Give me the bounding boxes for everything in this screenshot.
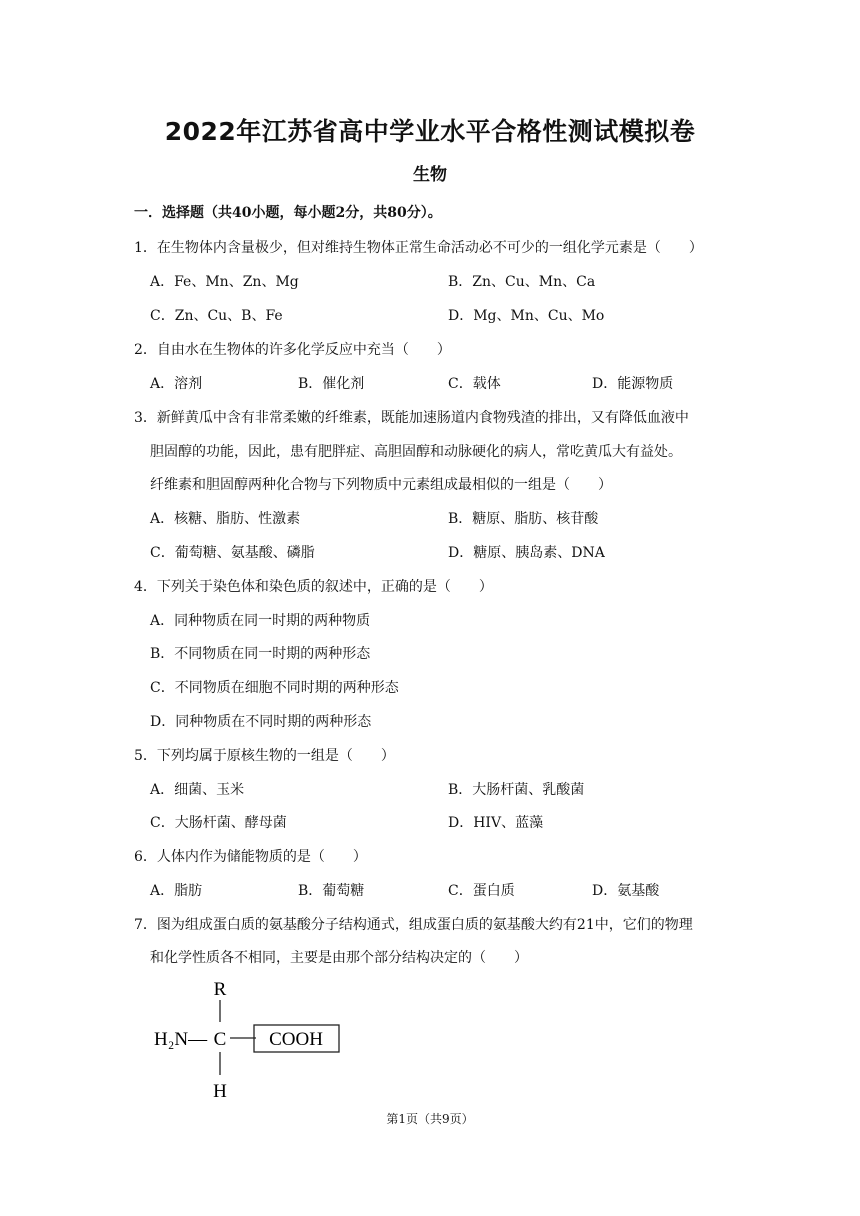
question-3-option-d: D．糖原、胰岛素、DNA: [448, 545, 605, 561]
question-4-option-b: B．不同物质在同一时期的两种形态: [150, 646, 371, 662]
question-2-option-d: D．能源物质: [592, 376, 674, 392]
question-1-option-b: B．Zn、Cu、Mn、Ca: [448, 274, 596, 290]
question-5-stem: 5．下列均属于原核生物的一组是（ ）: [134, 748, 395, 764]
question-4-stem: 4．下列关于染色体和染色质的叙述中，正确的是（ ）: [134, 579, 493, 595]
question-3-option-b: B．糖原、脂肪、核苷酸: [448, 511, 599, 527]
hydrogen-label: H: [213, 1081, 227, 1102]
amino-group-label: H₂N—: [154, 1029, 208, 1050]
question-6-option-b: B．葡萄糖: [298, 883, 365, 899]
question-3-stem-line-1: 3．新鲜黄瓜中含有非常柔嫩的纤维素，既能加速肠道内食物残渣的排出，又有降低血液中: [134, 410, 689, 426]
subject-title: 生物: [413, 165, 447, 185]
question-2-option-b: B．催化剂: [298, 376, 365, 392]
question-6-option-d: D．氨基酸: [592, 883, 660, 899]
question-3-stem-line-2: 胆固醇的功能，因此，患有肥胖症、高胆固醇和动脉硬化的病人，常吃黄瓜大有益处。: [150, 444, 682, 460]
question-2-stem: 2．自由水在生物体的许多化学反应中充当（ ）: [134, 342, 451, 358]
question-5-option-c: C．大肠杆菌、酵母菌: [150, 815, 287, 831]
exam-title: 2022年江苏省高中学业水平合格性测试模拟卷: [164, 117, 696, 146]
question-1-option-a: A．Fe、Mn、Zn、Mg: [150, 274, 299, 290]
question-1-stem: 1．在生物体内含量极少，但对维持生物体正常生命活动必不可少的一组化学元素是（ ）: [134, 240, 703, 256]
r-group-label: R: [213, 979, 227, 1000]
question-2-option-a: A．溶剂: [150, 376, 203, 392]
question-7-stem-line-1: 7．图为组成蛋白质的氨基酸分子结构通式，组成蛋白质的氨基酸大约有21中，它们的物理: [134, 917, 693, 933]
question-4-option-d: D．同种物质在不同时期的两种形态: [150, 714, 372, 730]
page-footer: 第1页（共9页）: [386, 1112, 474, 1126]
question-1-option-c: C．Zn、Cu、B、Fe: [150, 308, 283, 324]
question-7-stem-line-2: 和化学性质各不相同，主要是由那个部分结构决定的（ ）: [150, 950, 528, 966]
section-heading: 一．选择题（共40小题，每小题2分，共80分）。: [134, 205, 442, 221]
question-3-stem-line-3: 纤维素和胆固醇两种化合物与下列物质中元素组成最相似的一组是（ ）: [150, 477, 612, 493]
question-5-option-d: D．HIV、蓝藻: [448, 815, 544, 831]
question-6-option-c: C．蛋白质: [448, 883, 515, 899]
question-6-option-a: A．脂肪: [150, 883, 203, 899]
question-3-option-c: C．葡萄糖、氨基酸、磷脂: [150, 545, 315, 561]
question-5-option-b: B．大肠杆菌、乳酸菌: [448, 782, 585, 798]
question-4-option-c: C．不同物质在细胞不同时期的两种形态: [150, 680, 399, 696]
question-6-stem: 6．人体内作为储能物质的是（ ）: [134, 849, 367, 865]
question-2-option-c: C．载体: [448, 376, 501, 392]
question-4-option-a: A．同种物质在同一时期的两种物质: [150, 613, 371, 629]
amino-acid-structure-diagram: [150, 975, 350, 1105]
question-5-option-a: A．细菌、玉米: [150, 782, 245, 798]
central-carbon-label: C: [213, 1029, 227, 1050]
carboxyl-group-label: COOH: [269, 1029, 323, 1050]
question-1-option-d: D．Mg、Mn、Cu、Mo: [448, 308, 605, 324]
question-3-option-a: A．核糖、脂肪、性激素: [150, 511, 301, 527]
